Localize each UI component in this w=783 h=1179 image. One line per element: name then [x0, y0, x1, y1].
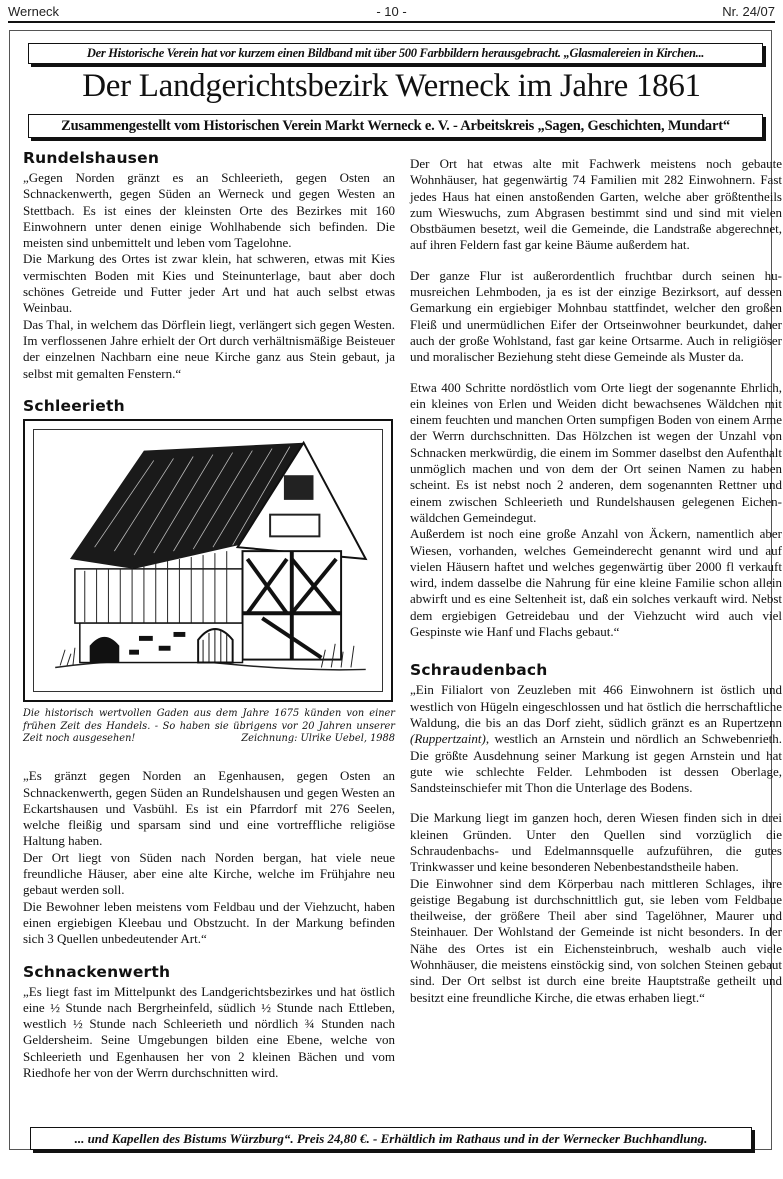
heading-schleerieth: Schleerieth [23, 396, 125, 415]
heading-rundelshausen: Rundelshausen [23, 149, 160, 167]
paragraph [410, 682, 782, 796]
paragraph: Der Ort liegt von Süden nach Norden bergan, hat viele neue freundliche Häuser, aber eine alte Kirche, welche im Frühjahre neu gebaut werden soll. [23, 849, 395, 898]
paragraph: Außerdem ist noch eine große Anzahl von Äckern, namentlich aber Wiesen, vorhanden, welches Gemeinderecht genannt wird und auf vielen Häusern haftet und welches gegenwärtig über 2000 fl verkauft wird, indem dasselbe die Nahrung für eine kleine Familie schon allein abwirft und es eine Seltenheit ist, daß ein solches verkauft wird. Nebst dem ergiebigen Getreidebau und der Viehzucht wird auch viel Gespinste wie Hanf und Flachs gebaut.“ [410, 526, 782, 640]
text-run: „Ein Filialort von Zeuzleben mit 466 Einwohnern ist östlich und westlich von Hügeln eingeschlossen und hat östlich die herrschaftliche Waldung, die bis an das Dorf zieht, südlich gränzt es an Rupertzenn [410, 682, 782, 730]
article-title: Der Landgerichtsbezirk Werneck im Jahre 1861 [82, 68, 701, 104]
text-run: , westlich an Arnstein und nördlich an Schwebenrieth. Die größte Ausdehnung seiner Markung ist gegen Arnstein und hat gute wie schlechte Felder. Lehmboden ist dessen Oberlage, Sandsteinschiefer mit Thon die Unterlage des Bodens. [410, 731, 782, 796]
paragraph: Die Einwohner sind dem Körperbau nach mittleren Schlages, ihre geistige Begabung ist durchschnittlich gut, sie leben vom Feldbaue theilweise, der größere Theil aber sind Tagelöhner, Maurer und Steinhauer. Der Wohlstand der Gemeinde ist nicht besonders. In der Nähe des Ortes ist ein Eichensteinbruch, weshalb auch viele Wohnhäuser, die meistens einstöckig sind, von solchen Steinen gebaut sind. Der Ort selbst ist durch eine breite Hauptstraße getheilt und besitzt eine freundliche Kirche, die etwas erhaben liegt.“ [410, 875, 782, 1005]
drawing-timber-house-icon [25, 421, 391, 700]
caption-text: Die historisch wertvollen Gaden aus dem Jahre 1675 künden von einer frühen Zeit des Handels. - So haben sie übrigens vor 20 Jahren unserer Zeit noch ausgesehen! [23, 707, 395, 745]
paragraph: Der ganze Flur ist außerordentlich fruchtbar durch seinen humusreichen Lehmboden, ja es ist der einzige Bezirksort, auf dessen Gemarkung ein ergiebiger Mohnbau stattfindet, welcher den großen Fleiß und unermüdlichen Eifer der Ortseinwohner beurkundet, daher auch der große Wohlstand, fast gar keine Ortsarme. Auch in religiöser und moralischer Beziehung steht diese Gemeinde als Muster da. [410, 267, 782, 365]
paragraph: Die Bewohner leben meistens vom Feldbau und der Viehzucht, haben einen ergiebigen Kleebau und Obstzucht. In der Markung befinden sich 3 Quellen unbedeutender Art.“ [23, 898, 395, 947]
banner-book-announcement: Der Historische Verein hat vor kurzem einen Bildband mit über 500 Farbbildern herausgebracht. „Glasmalereien in Kirchen... [28, 43, 763, 64]
running-head-place: Werneck [8, 4, 60, 19]
banner-compiled-by: Zusammengestellt vom Historischen Verein Markt Werneck e. V. - Arbeitskreis „Sagen, Geschichten, Mundart“ [28, 114, 763, 138]
paragraph: Die Markung des Ortes ist zwar klein, hat schweren, etwas mit Kies vermischten Boden mit Kies und Steinunterlage, baut aber doch schönes Getreide und Futter jeder Art und hat auch selbst etwas Weinbau. [23, 251, 395, 316]
figure-caption [23, 708, 395, 746]
illustration-gaden [23, 419, 393, 702]
banner-book-price: ... und Kapellen des Bistums Würzburg“. Preis 24,80 €. - Erhältlich im Rathaus und in der Wernecker Buchhandlung. [30, 1127, 752, 1150]
header-rule [8, 21, 775, 23]
issue-number: Nr. 24/07 [722, 4, 775, 19]
paragraph: Das Thal, in welchem das Dörflein liegt, verlängert sich gegen Westen. Im verflossenen Jahre erhielt der Ort durch verhältnismäßige Beisteuer der einzelnen Nachbarn eine neue Kirche ganz aus Stein gebaut, ja selbst mit gemalten Fenstern.“ [23, 316, 395, 381]
paragraph: „Es gränzt gegen Norden an Egenhausen, gegen Osten an Schnackenwerth, gegen Süden an Rundelshausen und gegen Westen an Eckartshausen und Vasbühl. Es ist ein Pfarrdorf mit 276 Seelen, welche fleißig und sparsam sind und eine vortreffliche religiöse Haltung haben. [23, 768, 395, 849]
page-number: - 10 - [376, 4, 407, 19]
caption-credit: Zeichnung: Ulrike Uebel, 1988 [241, 733, 395, 745]
heading-schnackenwerth: Schnackenwerth [23, 962, 171, 981]
left-column [23, 148, 395, 1081]
running-head [8, 4, 775, 20]
text-run-italic: (Ruppertzaint) [410, 731, 486, 747]
paragraph: Der Ort hat etwas alte mit Fachwerk meistens noch gebaute Wohnhäuser, hat gegenwärtig 74 Familien mit 282 Einwohnern. Fast jedes Haus hat einen anstoßenden Garten, welche aber größtentheils zum Wieswuchs, zum Abgrasen bestimmt sind und sind mit vielen Obstbäumen besetzt, weil die Gemeinde, die Landstraße abgerechnet, auf ihren Feldern fast gar keine Bäume außerdem hat. [410, 156, 782, 253]
paragraph: Die Markung liegt im ganzen hoch, deren Wiesen finden sich in drei kleinen Gründen. Unter den Quellen sind vorzüglich die Schraudenbachs- und Edelmannsquelle aufzuführen, die gutes Trinkwasser und keine besonderen Nebenbestandstheile haben. [410, 810, 782, 875]
paragraph: „Es liegt fast im Mittelpunkt des Landgerichtsbezirkes und hat östlich eine ½ Stunde nach Bergrheinfeld, südlich ½ Stunde nach Ettleben, westlich ½ Stunde nach Schleerieth und nördlich ¾ Stunden nach Geldersheim. Seine Umgebungen bilden eine Ebene, welche von Schleerieth und Egenhausen her von 2 kleinen Bächen und vom Riedhofe her von der Werrn durchschnitten wird. [23, 983, 395, 1080]
paragraph: „Gegen Norden gränzt es an Schleerieth, gegen Osten an Schnackenwerth, gegen Süden an Werneck und gegen Westen an Stettbach. Es ist eines der kleinsten Orte des Bezirkes mit 160 Einwohnern unter denen einige Wohlhabende sich befinden. Die meisten sind unbemittelt und leben vom Tagelohne. [23, 170, 395, 251]
right-column [410, 156, 782, 1006]
paragraph: Etwa 400 Schritte nordöstlich vom Orte liegt der sogenannte Ehrlich, ein kleines von Erlen und Weiden dicht bewachsenes Wäldchen mit einem feuchten und manchen Orten sumpfigen Boden von einem Arme der Werrn durchschnitten. Das Hölzchen ist wegen der Unzahl von Schnacken merkwürdig, die einem im Sommer daselbst den Aufenthalt unmöglich machen und von dem der Ort seinen Namen zu haben scheint. Es ist nebst noch 2 anderen, dem sogenannten Rettner und einem zwischen Schleerieth und Rundelshausen gelegenen Eichenwäldchen Gemeindegut. [410, 379, 782, 525]
heading-schraudenbach: Schraudenbach [410, 661, 548, 680]
